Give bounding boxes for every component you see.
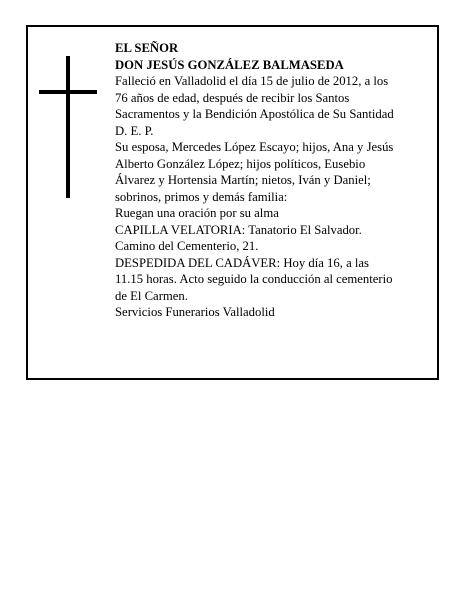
family-line: Álvarez y Hortensia Martín; nietos, Iván y Daniel; bbox=[115, 173, 371, 187]
funeral-services: Servicios Funerarios Valladolid bbox=[115, 305, 275, 319]
notice-heading-title: EL SEÑOR bbox=[115, 41, 179, 55]
family-line: Su esposa, Mercedes López Escayo; hijos, Ana y Jesús bbox=[115, 140, 394, 154]
death-line: Sacramentos y la Bendición Apostólica de Su Santidad bbox=[115, 107, 394, 121]
farewell-info: de El Carmen. bbox=[115, 288, 188, 303]
obituary-notice bbox=[26, 25, 439, 380]
chapel-info: CAPILLA VELATORIA: Tanatorio El Salvador. bbox=[115, 222, 362, 237]
cross-horizontal-bar bbox=[39, 90, 97, 94]
cross-vertical-bar bbox=[66, 56, 70, 198]
family-line: Alberto González López; hijos políticos, Eusebio bbox=[115, 156, 366, 171]
notice-text bbox=[115, 40, 435, 321]
death-line: Falleció en Valladolid el día 15 de julio de 2012, a los bbox=[115, 74, 389, 88]
rest-in-peace: D. E. P. bbox=[115, 123, 154, 138]
chapel-info: Camino del Cementerio, 21. bbox=[115, 239, 259, 253]
deceased-name: DON JESÚS GONZÁLEZ BALMASEDA bbox=[115, 57, 344, 72]
prayer-request: Ruegan una oración por su alma bbox=[115, 206, 279, 220]
family-line: sobrinos, primos y demás familia: bbox=[115, 189, 288, 204]
farewell-info: 11.15 horas. Acto seguido la conducción al cementerio bbox=[115, 272, 393, 286]
death-line: 76 años de edad, después de recibir los Santos bbox=[115, 90, 350, 105]
farewell-info: DESPEDIDA DEL CADÁVER: Hoy día 16, a las bbox=[115, 255, 369, 270]
cross-icon bbox=[39, 56, 97, 198]
